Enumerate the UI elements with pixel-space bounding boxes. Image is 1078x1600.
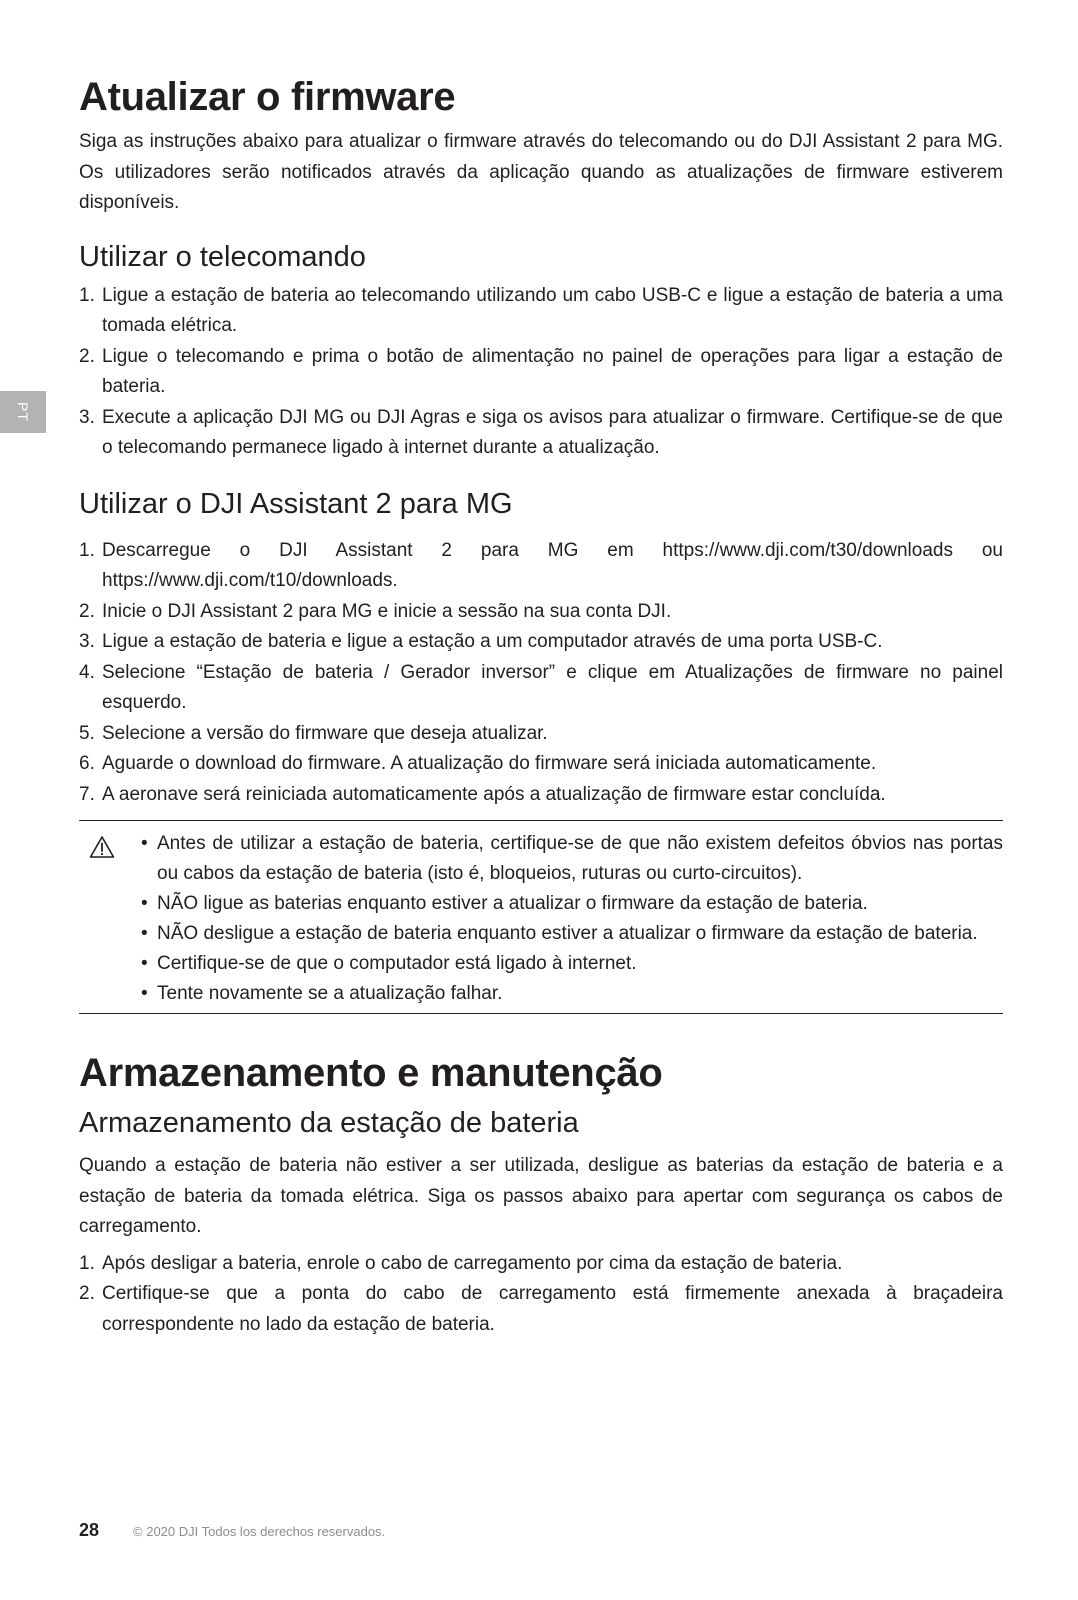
remote-steps-list — [79, 281, 1003, 464]
list-item: • Tente novamente se a atualização falhar. — [141, 983, 503, 1004]
subsection-title-remote: Utilizar o telecomando — [79, 240, 366, 273]
copyright-text: © 2020 DJI Todos los derechos reservados. — [133, 1524, 386, 1539]
list-item: 3. Ligue a estação de bateria e ligue a estação a um computador através de uma porta USB-C. — [79, 631, 883, 652]
warning-list — [79, 829, 1003, 1009]
list-item: 2. Inicie o DJI Assistant 2 para MG e inicie a sessão na sua conta DJI. — [79, 600, 672, 622]
list-item: 1. Ligue a estação de bateria ao telecomando utilizando um cabo USB-C e ligue a estação de bateria a uma tomada elétrica. — [79, 284, 1003, 336]
list-item: 6. Aguarde o download do firmware. A atualização do firmware será iniciada automaticamente. — [79, 753, 877, 774]
assistant-steps-list — [79, 536, 1003, 811]
list-item: 1. Descarregue o DJI Assistant 2 para MG em https://www.dji.com/t30/downloads ou https://www.dji.com/t10/downloads. — [79, 539, 1003, 591]
list-item: • NÃO ligue as baterias enquanto estiver a atualizar o firmware da estação de bateria. — [141, 893, 868, 914]
firmware-intro: Siga as instruções abaixo para atualizar o firmware através do telecomando ou do DJI Assistant 2 para MG. Os utilizadores serão notificados através da aplicação quando as atualizações de firmware estiverem disponíveis. — [79, 131, 1003, 213]
subsection-title-station-storage: Armazenamento da estação de bateria — [79, 1107, 579, 1139]
list-item: 2. Certifique-se que a ponta do cabo de carregamento está firmemente anexada à braçadeira correspondente no lado da estação de bateria. — [79, 1283, 1003, 1335]
page-content — [79, 0, 1003, 1340]
page-footer — [79, 1520, 385, 1541]
subsection-title-assistant: Utilizar o DJI Assistant 2 para MG — [79, 487, 513, 520]
section-title-firmware: Atualizar o firmware — [79, 75, 456, 119]
list-item: 7. A aeronave será reiniciada automaticamente após a atualização de firmware estar concluída. — [79, 783, 886, 805]
language-tab-label: PT — [14, 402, 31, 422]
list-item: 1. Após desligar a bateria, enrole o cabo de carregamento por cima da estação de bateria. — [79, 1252, 843, 1274]
language-tab — [0, 391, 46, 433]
list-item: • Certifique-se de que o computador está ligado à internet. — [141, 953, 637, 974]
page-number: 28 — [79, 1520, 100, 1540]
storage-intro: Quando a estação de bateria não estiver a ser utilizada, desligue as baterias da estação de bateria e a estação de bateria da tomada elétrica. Siga os passos abaixo para apertar com segurança os cabos de carregamento. — [79, 1155, 1003, 1237]
section-title-storage: Armazenamento e manutenção — [79, 1051, 663, 1095]
list-item: 2. Ligue o telecomando e prima o botão de alimentação no painel de operações para ligar a estação de bateria. — [79, 345, 1003, 397]
list-item: 4. Selecione “Estação de bateria / Gerador inversor” e clique em Atualizações de firmware no painel esquerdo. — [79, 661, 1003, 713]
list-item: 5. Selecione a versão do firmware que deseja atualizar. — [79, 722, 548, 744]
list-item: • Antes de utilizar a estação de bateria, certifique-se de que não existem defeitos óbvios nas portas ou cabos da estação de bateria (isto é, bloqueios, ruturas ou curto-circuitos). — [141, 833, 1003, 884]
list-item: • NÃO desligue a estação de bateria enquanto estiver a atualizar o firmware da estação de bateria. — [141, 923, 978, 944]
storage-steps-list — [79, 1249, 1003, 1341]
warning-triangle-icon — [89, 835, 115, 859]
warning-notice — [79, 820, 1003, 1014]
list-item: 3. Execute a aplicação DJI MG ou DJI Agras e siga os avisos para atualizar o firmware. Certifique-se de que o telecomando permanece ligado à internet durante a atualização. — [79, 406, 1003, 458]
